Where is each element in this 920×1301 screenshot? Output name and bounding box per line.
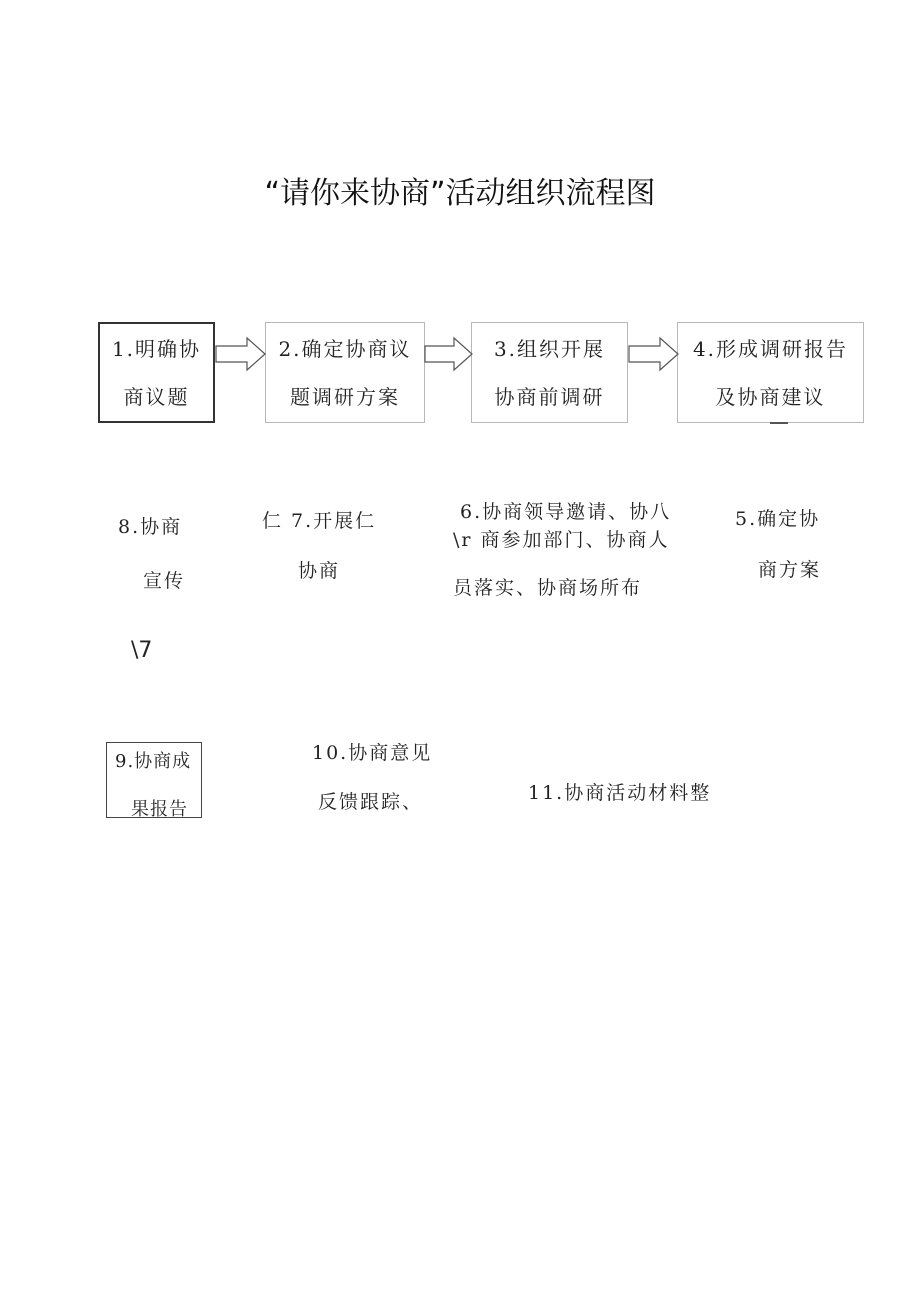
- step-7-line1: 仁 7.开展仁: [262, 510, 377, 532]
- step-5-line2: 商方案: [758, 559, 822, 581]
- step-10-line1: 10.协商意见: [312, 742, 433, 764]
- connector-mark: \7: [131, 638, 153, 663]
- step-4-box: [677, 322, 864, 423]
- step-3-line2: 协商前调研: [494, 384, 605, 409]
- step-6-line2: \r 商参加部门、协商人: [453, 529, 670, 551]
- step-8-line2: 宣传: [143, 570, 186, 592]
- step-1-line1: 1.明确协: [111, 336, 202, 361]
- page-title: “请你来协商”活动组织流程图: [264, 176, 656, 211]
- step-8-line1: 8.协商: [118, 516, 183, 538]
- step-2-box: [265, 322, 425, 423]
- step-5-line1: 5.确定协: [735, 508, 821, 530]
- arrow-right-icon: [424, 336, 474, 372]
- divider-mark: [770, 422, 788, 424]
- step-3-box: [471, 322, 628, 423]
- arrow-right-icon: [628, 336, 680, 372]
- step-1-box: [98, 322, 215, 423]
- step-4-line1: 4.形成调研报告: [692, 336, 849, 361]
- step-9-line1: 9.协商成: [115, 751, 192, 772]
- step-11-line1: 11.协商活动材料整: [528, 782, 712, 804]
- step-4-line2: 及协商建议: [715, 384, 826, 409]
- step-1-line2: 商议题: [123, 384, 190, 409]
- step-6-line1: 6.协商领导邀请、协八: [460, 501, 672, 523]
- step-10-line2: 反馈跟踪、: [318, 791, 424, 813]
- arrow-right-icon: [215, 336, 267, 372]
- step-2-line2: 题调研方案: [290, 384, 400, 409]
- step-3-line1: 3.组织开展: [493, 336, 606, 361]
- step-6-line3: 员落实、协商场所布: [453, 577, 643, 599]
- step-9-box: [106, 742, 202, 818]
- step-9-line2: 果报告: [131, 799, 188, 820]
- step-7-line2: 协商: [298, 560, 341, 582]
- step-2-line1: 2.确定协商议: [278, 336, 412, 361]
